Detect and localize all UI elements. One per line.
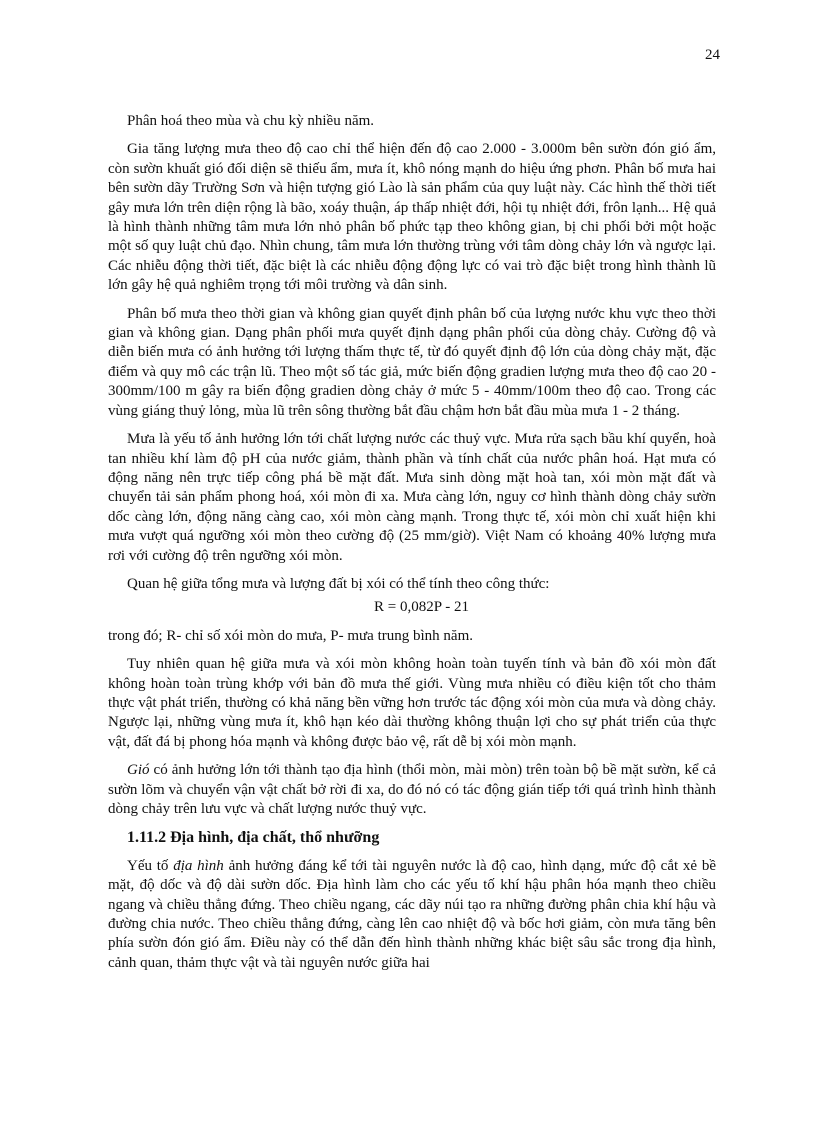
paragraph-formula-legend: trong đó; R- chỉ số xói mòn do mưa, P- mưa trung bình năm. <box>108 627 473 644</box>
paragraph-rain-altitude: Gia tăng lượng mưa theo độ cao chỉ thể hiện đến độ cao 2.000 - 3.000m bên sườn đón gió ẩm, còn sườn khuất gió đối diện sẽ thiếu ẩm, mưa ít, khô nóng mạnh do hiệu ứng phơn. Phân bố mưa hai bên sườn dãy Trường Sơn và hiện tượng gió Lào là sản phẩm của quy luật này. Các hình thế thời tiết gây mưa lớn trên diện rộng là bão, xoáy thuận, áp thấp nhiệt đới, hội tụ nhiệt đới, frôn lạnh... Hệ quả là hình thành những tâm mưa lớn nhỏ phân bố phức tạp theo không gian, bị chi phối bởi một hoặc một số quy luật chủ đạo. Nhìn chung, tâm mưa lớn thường trùng với tâm dòng chảy lớn và ngược lại. Các nhiễu động thời tiết, đặc biệt là các nhiễu động động lực có vai trò đặc biệt trong hình thành lũ lớn gây hệ quả nghiêm trọng tới môi trường và dân sinh. <box>108 141 716 294</box>
section-heading: 1.11.2 Địa hình, địa chất, thổ nhưỡng <box>127 829 380 847</box>
paragraph-seasonal: Phân hoá theo mùa và chu kỳ nhiều năm. <box>127 113 375 129</box>
terrain-lead: Yếu tố <box>127 857 174 874</box>
paragraph-wind <box>108 761 716 819</box>
wind-text: có ảnh hưởng lớn tới thành tạo địa hình (thổi mòn, mài mòn) trên toàn bộ bề mặt sườn, kể cả sườn lõm và chuyển vận vật chất bở rời đi xa, do đó nó có tác động gián tiếp tới quá trình hình thành dòng chảy trên lưu vực và chất lượng nước thuỷ vực. <box>108 762 716 817</box>
terrain-term: địa hình <box>173 857 224 874</box>
page-body <box>108 112 716 982</box>
page-number: 24 <box>705 47 720 63</box>
wind-term: Gió <box>127 762 150 779</box>
paragraph-terrain <box>108 857 716 973</box>
formula: R = 0,082P - 21 <box>374 599 469 616</box>
paragraph-rain-distribution: Phân bố mưa theo thời gian và không gian quyết định phân bố của lượng nước khu vực theo thời gian và không gian. Dạng phân phối mưa quyết định dạng phân phối của dòng chảy. Cường độ và diễn biến mưa có ảnh hưởng tới lượng thấm thực tế, từ đó quyết định độ lớn của dòng chảy mặt, đặc điểm và quy mô các trận lũ. Theo một số tác giả, mức biến động gradien lượng mưa theo độ cao 20 - 300mm/100 m gây ra biến động gradien dòng chảy ở mức 5 - 40mm/100m theo độ cao. Trong các vùng giáng thuỷ lỏng, mùa lũ trên sông thường bắt đầu chậm hơn bắt đầu mùa mưa 1 - 2 tháng. <box>108 305 716 419</box>
paragraph-rain-water-quality: Mưa là yếu tố ảnh hưởng lớn tới chất lượng nước các thuỷ vực. Mưa rửa sạch bầu khí quyển, hoà tan nhiều khí làm độ pH của nước giảm, thành phần và tính chất của nước phân hoá. Hạt mưa có động năng nên trực tiếp công phá bề mặt đất. Mưa sinh dòng mặt hoà tan, xói mòn mặt đất và chuyển tải sản phẩm phong hoá, xói mòn đi xa. Mưa càng lớn, nguy cơ hình thành dòng chảy sườn dốc càng lớn, động năng càng cao, xói mòn càng mạnh. Trong thực tế, xói mòn chỉ xuất hiện khi mưa vượt quá ngưỡng xói mòn theo cường độ (25 mm/giờ). Việt Nam có khoảng 40% lượng mưa rơi với cường độ trên ngưỡng xói mòn. <box>108 431 716 564</box>
terrain-text: ảnh hưởng đáng kể tới tài nguyên nước là độ cao, hình dạng, mức độ cắt xẻ bề mặt, độ dốc và độ dài sườn dốc. Địa hình làm cho các yếu tố khí hậu phân hóa mạnh theo chiều ngang và chiều thẳng đứng. Theo chiều ngang, các dãy núi tạo ra những đường phân chia khí hậu và đường chia nước. Theo chiều thẳng đứng, càng lên cao nhiệt độ và bốc hơi giảm, còn mưa tăng bên phía sườn đón gió ẩm. Điều này có thể dẫn đến hình thành những khác biệt sâu sắc trong địa hình, cảnh quan, thảm thực vật và tài nguyên nước giữa hai <box>108 857 716 971</box>
paragraph-formula-intro: Quan hệ giữa tổng mưa và lượng đất bị xói có thể tính theo công thức: <box>127 575 550 592</box>
paragraph-erosion-relation: Tuy nhiên quan hệ giữa mưa và xói mòn không hoàn toàn tuyến tính và bản đồ xói mòn đất không hoàn toàn trùng khớp với bản đồ mưa thế giới. Vùng mưa nhiều có điều kiện tốt cho thảm thực vật phát triển, thường có khả năng bền vững hơn trước tác động xói mòn của mưa và dòng chảy. Ngược lại, những vùng mưa ít, khô hạn kéo dài thường không thuận lợi cho sự phát triển của thực vật, đất đá bị phong hóa mạnh và không được bảo vệ, rất dễ bị xói mòn mạnh. <box>108 656 716 750</box>
